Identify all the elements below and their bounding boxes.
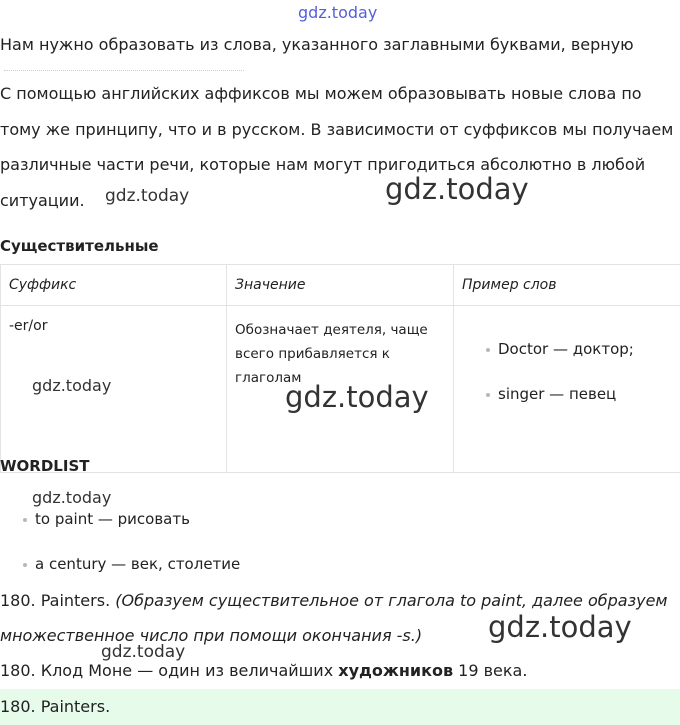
answer-text: 180. Painters. (0, 697, 111, 716)
explanation-note: (Образуем существительное от глагола to paint, далее образуем (115, 591, 668, 610)
wordlist (35, 510, 240, 600)
list-item: a century — век, столетие (35, 555, 240, 600)
list-item: singer — певец (498, 385, 672, 430)
answer-bar (0, 689, 680, 725)
intro-line-3: тому же принципу, что и в русском. В зависимости от суффиксов мы получаем (0, 120, 674, 139)
watermark: gdz.today (285, 380, 429, 414)
explanation-note: множественное число при помощи окончания -s.) (0, 626, 423, 645)
meaning-line: глаголам (235, 370, 302, 386)
highlighted-word: художников (338, 661, 454, 680)
answer-number: 180. Painters. (0, 591, 111, 610)
solution-sentence (0, 661, 527, 680)
intro-line-5: ситуации. (0, 191, 85, 210)
watermark: gdz.today (32, 376, 112, 395)
list-item: to paint — рисовать (35, 510, 240, 555)
intro-line-1: Нам нужно образовать из слова, указанного заглавными буквами, верную (0, 35, 634, 54)
intro-line-4: различные части речи, которые нам могут пригодиться абсолютно в любой (0, 155, 646, 174)
meaning-line: Обозначает деятеля, чаще (235, 322, 428, 338)
watermark-top: gdz.today (298, 3, 378, 22)
watermark: gdz.today (32, 488, 112, 507)
examples-cell (454, 306, 680, 473)
examples-list (462, 340, 672, 430)
cut-off-line (4, 70, 244, 75)
suffix-table (0, 264, 680, 473)
solution-line-2 (0, 626, 422, 645)
nouns-heading: Существительные (0, 237, 159, 255)
list-item: Doctor — доктор; (498, 340, 672, 385)
watermark: gdz.today (101, 642, 186, 662)
suffix-value: -er/or (9, 318, 48, 334)
watermark: gdz.today (385, 172, 529, 206)
table-header-cell: Значение (227, 265, 454, 306)
solution-line-1 (0, 591, 667, 610)
watermark: gdz.today (488, 610, 632, 644)
sentence-text: 180. Клод Моне — один из величайших (0, 661, 334, 680)
meaning-line: всего прибавляется к (235, 346, 390, 362)
table-header-cell: Суффикс (1, 265, 227, 306)
table-header-row (1, 265, 680, 306)
sentence-text: 19 века. (458, 661, 528, 680)
intro-line-2: С помощью английских аффиксов мы можем образовывать новые слова по (0, 84, 642, 103)
wordlist-heading: WORDLIST (0, 457, 90, 475)
watermark: gdz.today (105, 186, 190, 206)
table-header-cell: Пример слов (454, 265, 680, 306)
